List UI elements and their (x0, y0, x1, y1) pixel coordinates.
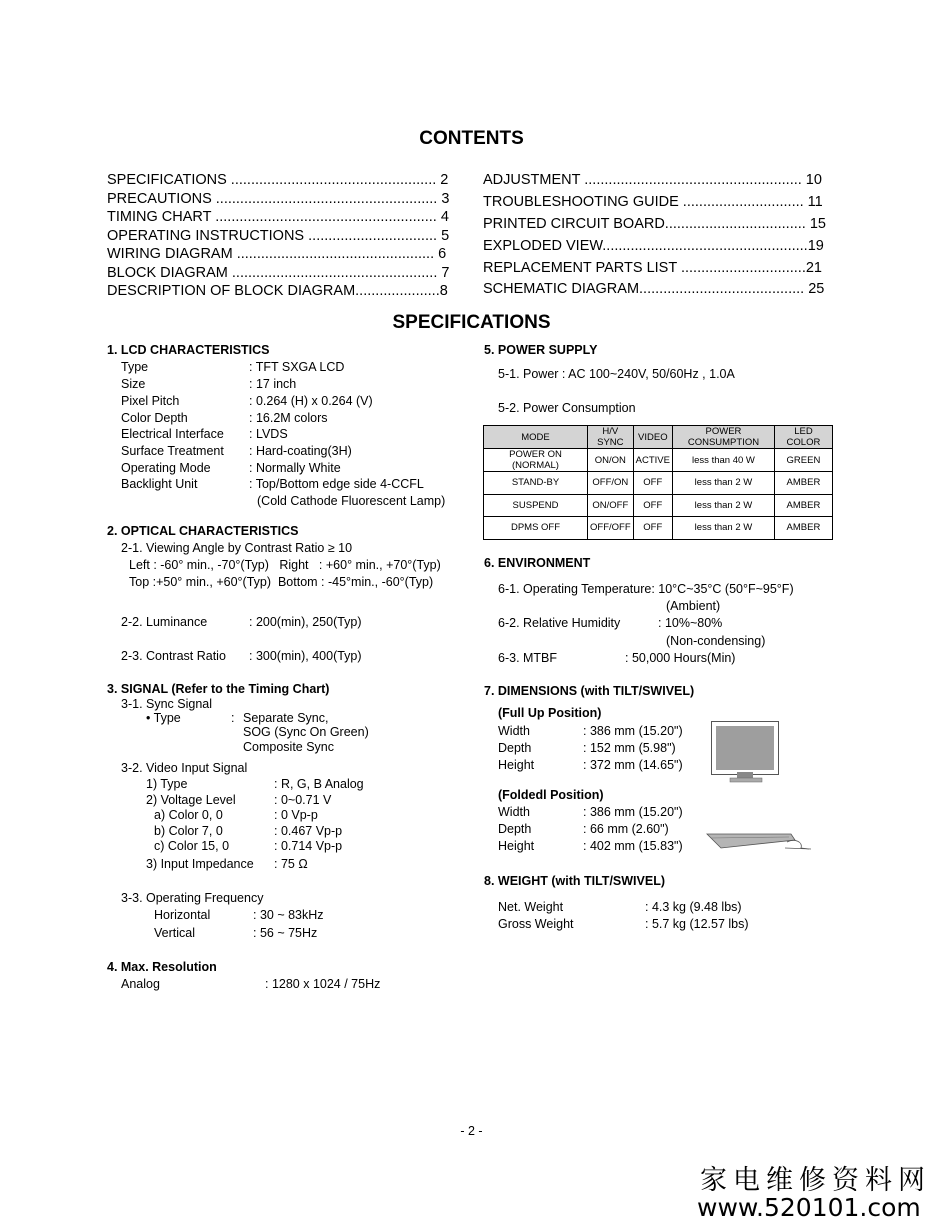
temperature: 6-1. Operating Temperature: 10°C~35°C (50°F~95°F) (498, 582, 794, 596)
table-header-cell: H/V SYNC (588, 426, 634, 449)
watermark-url: www.520101.com (697, 1193, 921, 1222)
resolution-label: Analog (121, 977, 160, 991)
lcd-value: : 0.264 (H) x 0.264 (V) (249, 394, 373, 408)
lcd-label: Backlight Unit (121, 477, 198, 491)
humidity-note: (Non-condensing) (666, 634, 766, 648)
freq-value: : 56 ~ 75Hz (253, 926, 318, 940)
lcd-label: Size (121, 377, 146, 391)
video-label: 2) Voltage Level (146, 793, 236, 807)
lcd-label: Type (121, 360, 149, 374)
lcd-value: : Top/Bottom edge side 4-CCFL (249, 477, 424, 491)
weight-label: Gross Weight (498, 917, 574, 931)
video-value: : 0~0.71 V (274, 793, 332, 807)
table-cell: AMBER (774, 472, 832, 495)
weight-heading: 8. WEIGHT (with TILT/SWIVEL) (484, 874, 665, 888)
lcd-value: : TFT SXGA LCD (249, 360, 345, 374)
table-cell: AMBER (774, 494, 832, 517)
table-header-cell: POWER CONSUMPTION (672, 426, 774, 449)
weight-value: : 5.7 kg (12.57 lbs) (645, 917, 749, 931)
specifications-title: SPECIFICATIONS (392, 312, 551, 333)
toc-right-item[interactable]: TROUBLESHOOTING GUIDE .............................. 11 (483, 194, 823, 210)
viewing-left-right: Left : -60° min., -70°(Typ) Right : +60° min., +70°(Typ) (129, 558, 441, 572)
table-header-cell: VIDEO (633, 426, 672, 449)
luminance-label: 2-2. Luminance (121, 615, 208, 629)
viewing-top-bottom: Top :+50° min., +60°(Typ) Bottom : -45°min., -60°(Typ) (129, 575, 434, 589)
sync-type-value: SOG (Sync On Green) (243, 725, 369, 739)
video-label: b) Color 7, 0 (154, 824, 223, 838)
lcd-label: Color Depth (121, 411, 188, 425)
table-cell: AMBER (774, 517, 832, 540)
weight-value: : 4.3 kg (9.48 lbs) (645, 900, 742, 914)
video-value: : 0.467 Vp-p (274, 824, 343, 838)
humidity-label: 6-2. Relative Humidity (498, 616, 621, 630)
lcd-heading: 1. LCD CHARACTERISTICS (107, 343, 270, 357)
lcd-label: Surface Treatment (121, 444, 224, 458)
lcd-label: Pixel Pitch (121, 394, 180, 408)
table-cell: less than 2 W (672, 517, 774, 540)
video-value: : 0.714 Vp-p (274, 839, 343, 853)
mtbf-label: 6-3. MTBF (498, 651, 558, 665)
resolution-heading: 4. Max. Resolution (107, 960, 217, 974)
table-row (484, 494, 833, 517)
power-consumption-title: 5-2. Power Consumption (498, 401, 636, 415)
folded-title: (Foldedl Position) (498, 788, 604, 802)
monitor-upright-image (711, 721, 779, 775)
toc-right-item[interactable]: EXPLODED VIEW...................................................19 (483, 238, 824, 254)
contrast-value: : 300(min), 400(Typ) (249, 649, 362, 663)
table-row (484, 449, 833, 472)
lcd-label: Electrical Interface (121, 427, 224, 441)
table-cell: less than 2 W (672, 472, 774, 495)
table-cell: OFF/ON (588, 472, 634, 495)
dim-value: : 372 mm (14.65") (583, 758, 683, 772)
contrast-label: 2-3. Contrast Ratio (121, 649, 226, 663)
dim-label: Height (498, 839, 535, 853)
dim-value: : 402 mm (15.83") (583, 839, 683, 853)
contents-title: CONTENTS (419, 128, 524, 149)
table-cell: GREEN (774, 449, 832, 472)
toc-left-item[interactable]: PRECAUTIONS ....................................................... 3 (107, 190, 450, 207)
power-table (483, 425, 833, 540)
luminance-value: : 200(min), 250(Typ) (249, 615, 362, 629)
dim-value: : 66 mm (2.60") (583, 822, 669, 836)
watermark-chinese: 家电维修资料网 (700, 1165, 931, 1196)
full-up-title: (Full Up Position) (498, 706, 602, 720)
power-line: 5-1. Power : AC 100~240V, 50/60Hz , 1.0A (498, 367, 735, 381)
table-cell: ACTIVE (633, 449, 672, 472)
dim-label: Depth (498, 741, 532, 755)
sync-title: 3-1. Sync Signal (121, 697, 213, 711)
sync-type-colon: : (231, 711, 235, 725)
video-value: : 0 Vp-p (274, 808, 318, 822)
toc-left-item[interactable]: OPERATING INSTRUCTIONS ................................ 5 (107, 227, 450, 244)
video-label: a) Color 0, 0 (154, 808, 223, 822)
optical-heading: 2. OPTICAL CHARACTERISTICS (107, 524, 299, 538)
dim-value: : 386 mm (15.20") (583, 805, 683, 819)
video-label: c) Color 15, 0 (154, 839, 230, 853)
toc-right-item[interactable]: PRINTED CIRCUIT BOARD................................... 15 (483, 216, 826, 232)
toc-left-item[interactable]: TIMING CHART ....................................................... 4 (107, 209, 449, 225)
lcd-value: : Hard-coating(3H) (249, 444, 352, 458)
sync-type-label: • Type (146, 711, 181, 725)
table-row (484, 517, 833, 540)
toc-left-item[interactable]: DESCRIPTION OF BLOCK DIAGRAM.....................8 (107, 283, 448, 299)
table-row (484, 472, 833, 495)
table-cell: OFF (633, 472, 672, 495)
table-cell: OFF (633, 517, 672, 540)
dim-value: : 386 mm (15.20") (583, 724, 683, 738)
sync-type-value: Separate Sync, (243, 711, 329, 725)
temperature-note: (Ambient) (666, 599, 721, 613)
backlight-note: (Cold Cathode Fluorescent Lamp) (257, 494, 446, 508)
table-cell: POWER ON (NORMAL) (484, 449, 588, 472)
table-cell: DPMS OFF (484, 517, 588, 540)
table-cell: ON/OFF (588, 494, 634, 517)
sync-type-value: Composite Sync (243, 740, 335, 754)
resolution-value: : 1280 x 1024 / 75Hz (265, 977, 381, 991)
table-header-cell: MODE (484, 426, 588, 449)
lcd-value: : LVDS (249, 427, 288, 441)
dim-label: Height (498, 758, 535, 772)
table-cell: less than 2 W (672, 494, 774, 517)
table-cell: STAND-BY (484, 472, 588, 495)
environment-heading: 6. ENVIRONMENT (484, 556, 591, 570)
toc-left-item[interactable]: BLOCK DIAGRAM ................................................... 7 (107, 264, 450, 281)
video-label: 3) Input Impedance (146, 857, 254, 871)
monitor-stand-image (720, 772, 772, 784)
dimensions-heading: 7. DIMENSIONS (with TILT/SWIVEL) (484, 684, 695, 698)
video-value: : 75 Ω (274, 857, 308, 871)
power-heading: 5. POWER SUPPLY (484, 343, 598, 357)
table-cell: OFF/OFF (588, 517, 634, 540)
freq-value: : 30 ~ 83kHz (253, 908, 324, 922)
table-cell: SUSPEND (484, 494, 588, 517)
lcd-value: : 17 inch (249, 377, 297, 391)
humidity-value: : 10%~80% (658, 616, 723, 630)
dim-value: : 152 mm (5.98") (583, 741, 676, 755)
video-value: : R, G, B Analog (274, 777, 364, 791)
dim-label: Width (498, 805, 530, 819)
toc-right-item[interactable]: REPLACEMENT PARTS LIST ...............................21 (483, 259, 822, 276)
table-header-row (484, 426, 833, 449)
mtbf-value: : 50,000 Hours(Min) (625, 651, 736, 665)
signal-heading: 3. SIGNAL (Refer to the Timing Chart) (107, 682, 330, 696)
table-header-cell: LED COLOR (774, 426, 832, 449)
video-label: 1) Type (146, 777, 188, 791)
lcd-label: Operating Mode (121, 461, 211, 475)
weight-label: Net. Weight (498, 900, 564, 914)
viewing-angle: 2-1. Viewing Angle by Contrast Ratio ≥ 10 (121, 541, 353, 555)
toc-right-item[interactable]: ADJUSTMENT ...................................................... 10 (483, 172, 822, 188)
dim-label: Width (498, 724, 530, 738)
freq-title: 3-3. Operating Frequency (121, 891, 264, 905)
monitor-folded-image (705, 828, 813, 854)
lcd-value: : Normally White (249, 461, 341, 475)
page-number: - 2 - (460, 1124, 483, 1138)
table-cell: ON/ON (588, 449, 634, 472)
table-cell: OFF (633, 494, 672, 517)
toc-left-item[interactable]: WIRING DIAGRAM ................................................. 6 (107, 246, 447, 262)
toc-right-item[interactable]: SCHEMATIC DIAGRAM......................................... 25 (483, 281, 825, 297)
table-cell: less than 40 W (672, 449, 774, 472)
toc-left-item[interactable]: SPECIFICATIONS ................................................... 2 (107, 172, 449, 188)
dim-label: Depth (498, 822, 532, 836)
lcd-value: : 16.2M colors (249, 411, 328, 425)
freq-label: Vertical (154, 926, 195, 940)
video-title: 3-2. Video Input Signal (121, 761, 248, 775)
freq-label: Horizontal (154, 908, 211, 922)
